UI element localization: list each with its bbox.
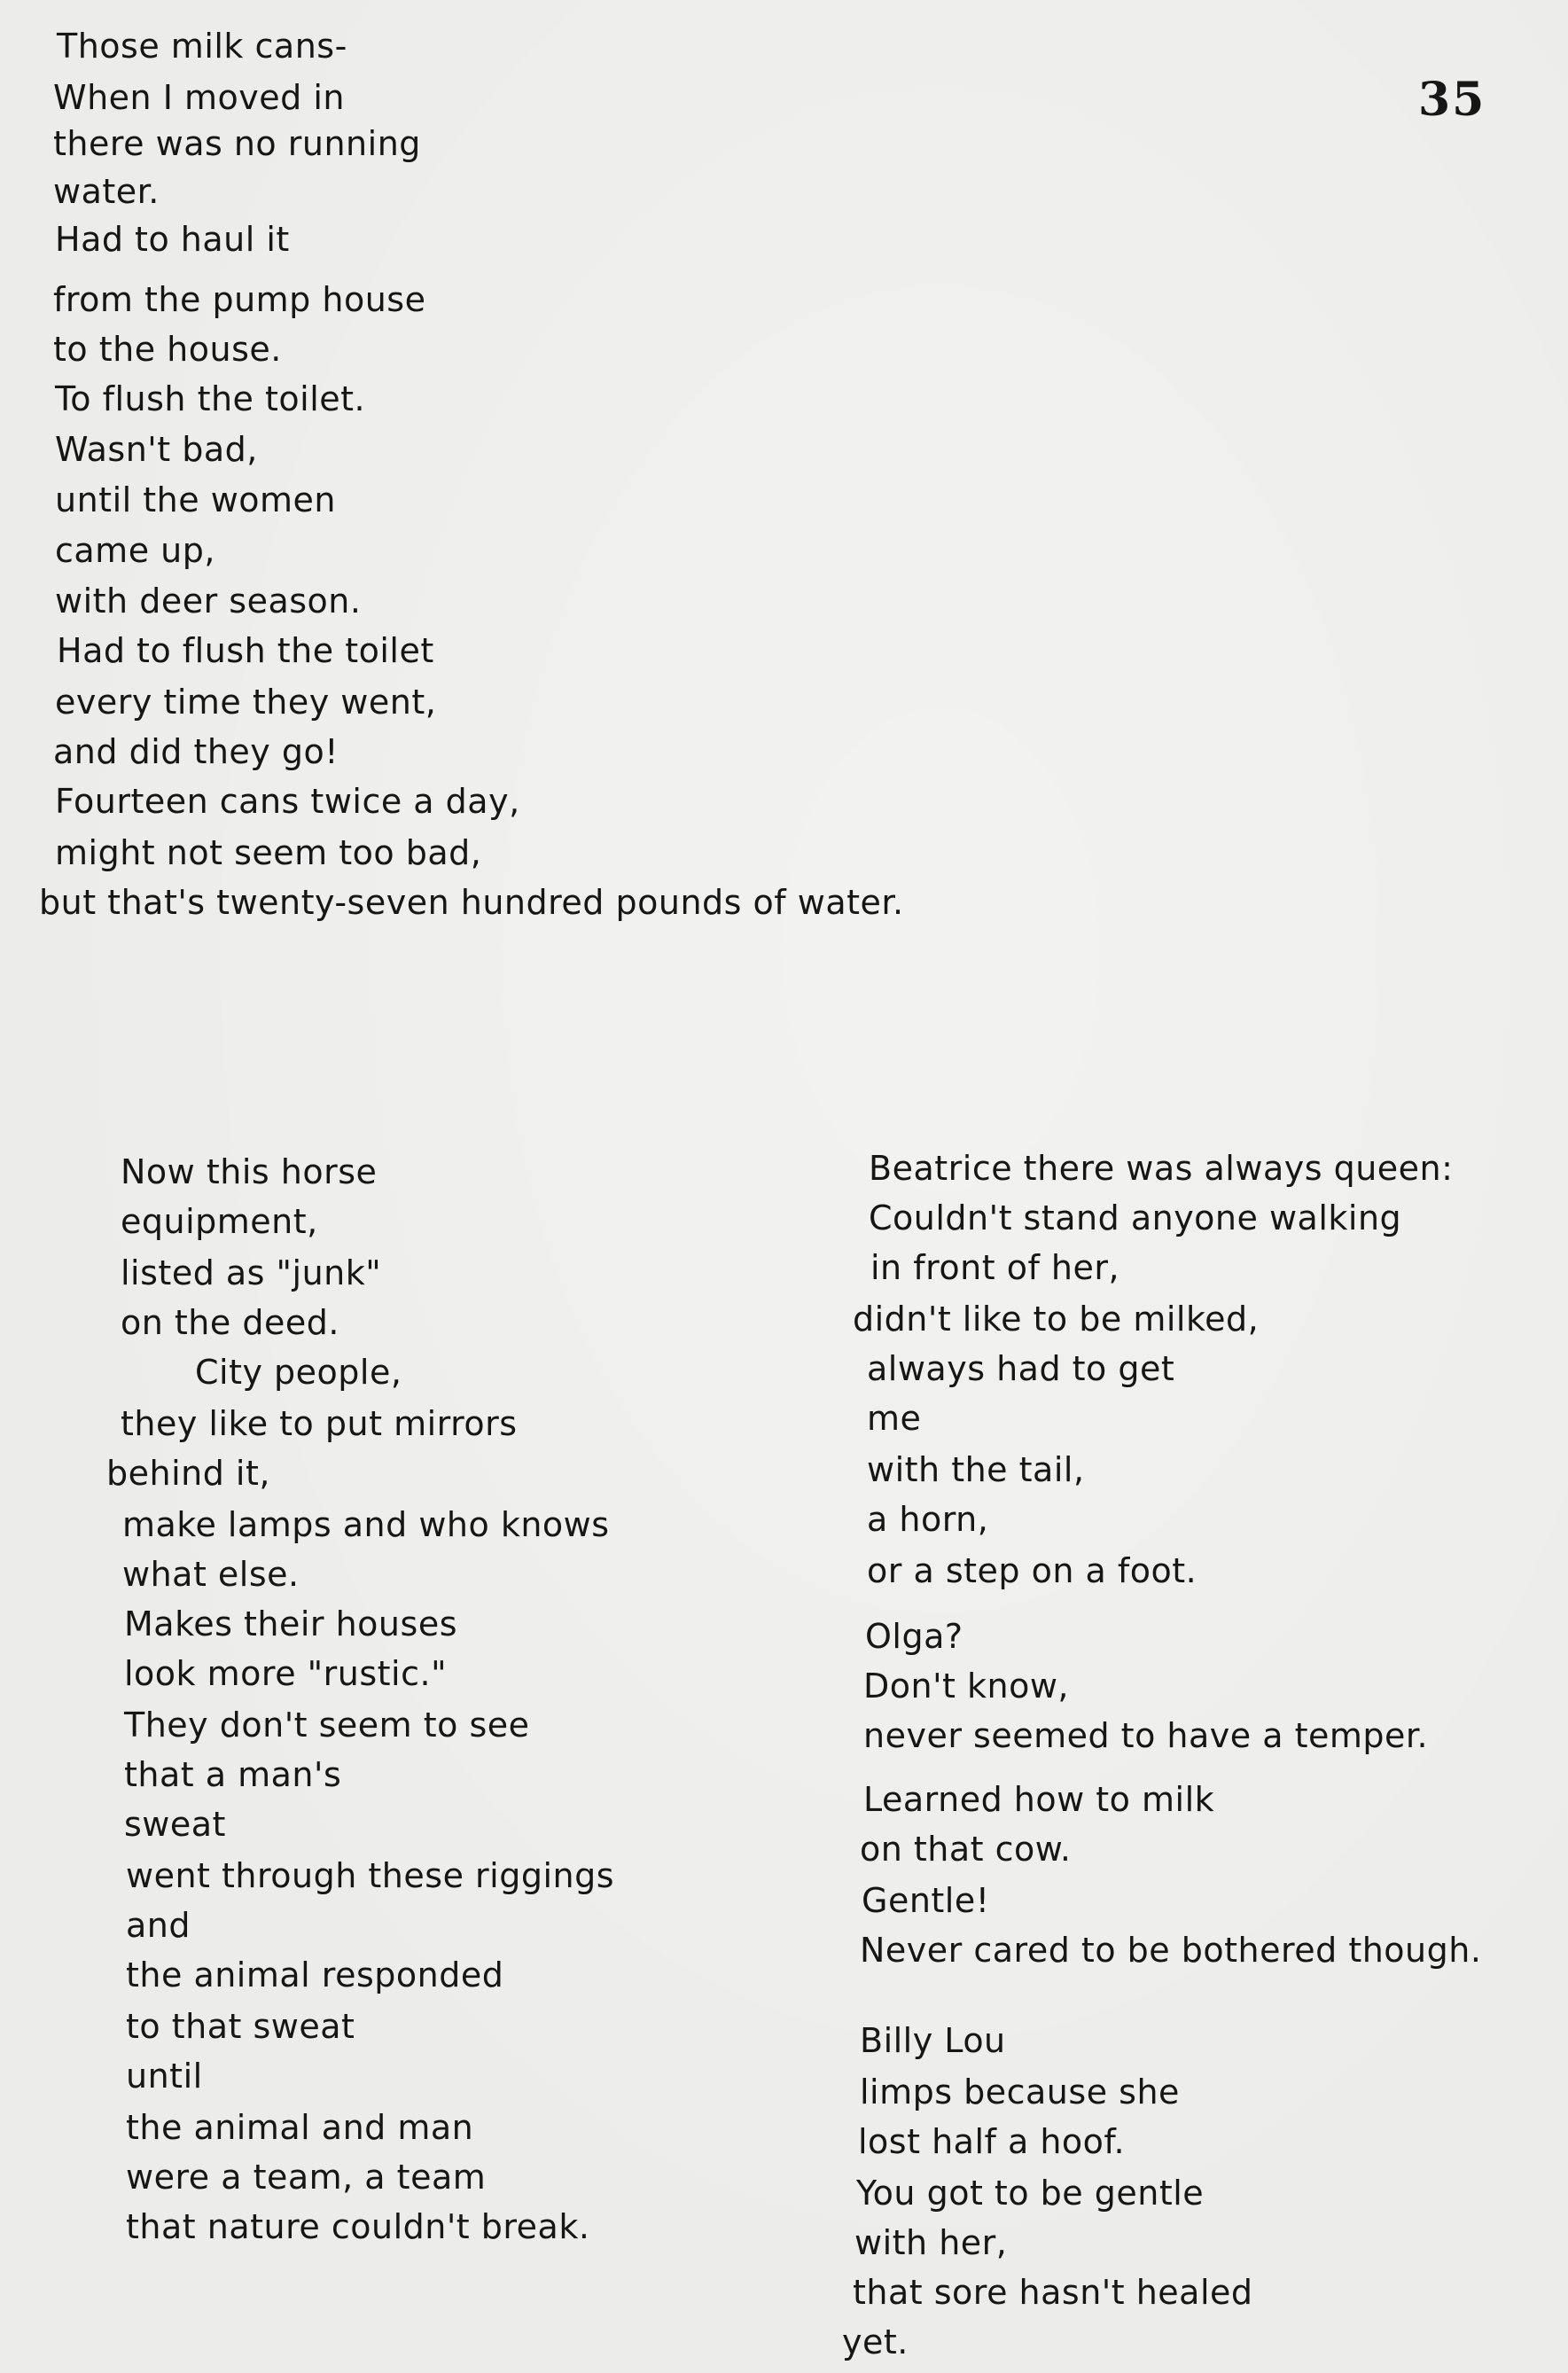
poem-line: on that cow. — [860, 1830, 1072, 1869]
poem-line: with the tail, — [867, 1450, 1085, 1489]
left-poem — [106, 1152, 674, 2269]
poem-line: Never cared to be bothered though. — [860, 1931, 1482, 1970]
poem-line: yet. — [842, 2322, 909, 2361]
poem-line: and did they go! — [53, 732, 339, 771]
poem-line: Don't know, — [863, 1667, 1070, 1706]
poem-line: a horn, — [867, 1500, 989, 1539]
poem-line: Those milk cans- — [57, 27, 347, 66]
poem-line: on the deed. — [121, 1303, 339, 1342]
poem-line: with her, — [854, 2223, 1008, 2262]
poem-line: Had to haul it — [55, 220, 290, 259]
poem-line: until the women — [55, 480, 337, 519]
poem-line: lost half a hoof. — [858, 2122, 1126, 2161]
poem-line: every time they went, — [55, 683, 437, 722]
top-poem — [39, 27, 1046, 948]
poem-line: Gentle! — [862, 1881, 990, 1920]
poem-line: Fourteen cans twice a day, — [55, 782, 520, 821]
poem-line: Had to flush the toilet — [57, 631, 434, 670]
poem-line: When I moved in — [53, 78, 345, 117]
poem-line: that sore hasn't healed — [853, 2273, 1253, 2312]
poem-line: limps because she — [860, 2072, 1180, 2112]
poem-line: Wasn't bad, — [55, 430, 258, 469]
poem-line: what else. — [122, 1555, 300, 1594]
poem-line: until — [126, 2057, 203, 2096]
poem-line: Now this horse — [121, 1152, 378, 1191]
poem-line: with deer season. — [55, 582, 362, 621]
poem-line: They don't seem to see — [124, 1706, 530, 1745]
poem-line: Learned how to milk — [863, 1780, 1215, 1819]
poem-line: that a man's — [124, 1755, 342, 1794]
poem-line: that nature couldn't break. — [126, 2207, 590, 2246]
poem-line: the animal and man — [126, 2108, 474, 2147]
poem-line: in front of her, — [870, 1248, 1120, 1287]
poem-line: Couldn't stand anyone walking — [869, 1198, 1402, 1237]
poem-line: me — [867, 1399, 922, 1438]
page-number: 35 — [1418, 73, 1486, 127]
poem-line: didn't like to be milked, — [853, 1300, 1260, 1339]
poem-line: To flush the toilet. — [55, 379, 366, 418]
poem-line: were a team, a team — [126, 2158, 487, 2197]
poem-line: from the pump house — [53, 280, 426, 319]
poem-line: and — [126, 1906, 191, 1945]
poem-line: to the house. — [53, 330, 282, 369]
poem-line: went through these riggings — [126, 1856, 615, 1895]
poem-line: look more "rustic." — [124, 1654, 448, 1693]
poem-line: Billy Lou — [860, 2021, 1006, 2060]
poem-line: Beatrice there was always queen: — [869, 1149, 1454, 1188]
poem-line: the animal responded — [126, 1955, 504, 1994]
poem-line: might not seem too bad, — [55, 833, 482, 872]
poem-line: water. — [53, 172, 160, 211]
poem-line: listed as "junk" — [121, 1253, 382, 1292]
poem-line: sweat — [124, 1805, 226, 1844]
poem-line: or a step on a foot. — [867, 1551, 1197, 1590]
poem-line: You got to be gentle — [856, 2174, 1205, 2213]
poem-line: behind it, — [106, 1454, 270, 1493]
poem-line: equipment, — [121, 1202, 318, 1241]
poem-line: Makes their houses — [124, 1604, 457, 1643]
poem-line: Olga? — [865, 1617, 963, 1656]
poem-line: never seemed to have a temper. — [863, 1716, 1429, 1755]
poem-line: make lamps and who knows — [122, 1505, 610, 1544]
poem-line: always had to get — [867, 1349, 1175, 1388]
poem-line: City people, — [195, 1353, 402, 1392]
right-poem — [842, 1149, 1551, 2363]
poem-line: there was no running — [53, 124, 421, 163]
poem-line: came up, — [55, 531, 215, 570]
poem-line: but that's twenty-seven hundred pounds of water. — [39, 883, 904, 922]
poem-line: to that sweat — [126, 2007, 355, 2046]
poem-line: they like to put mirrors — [121, 1404, 518, 1443]
